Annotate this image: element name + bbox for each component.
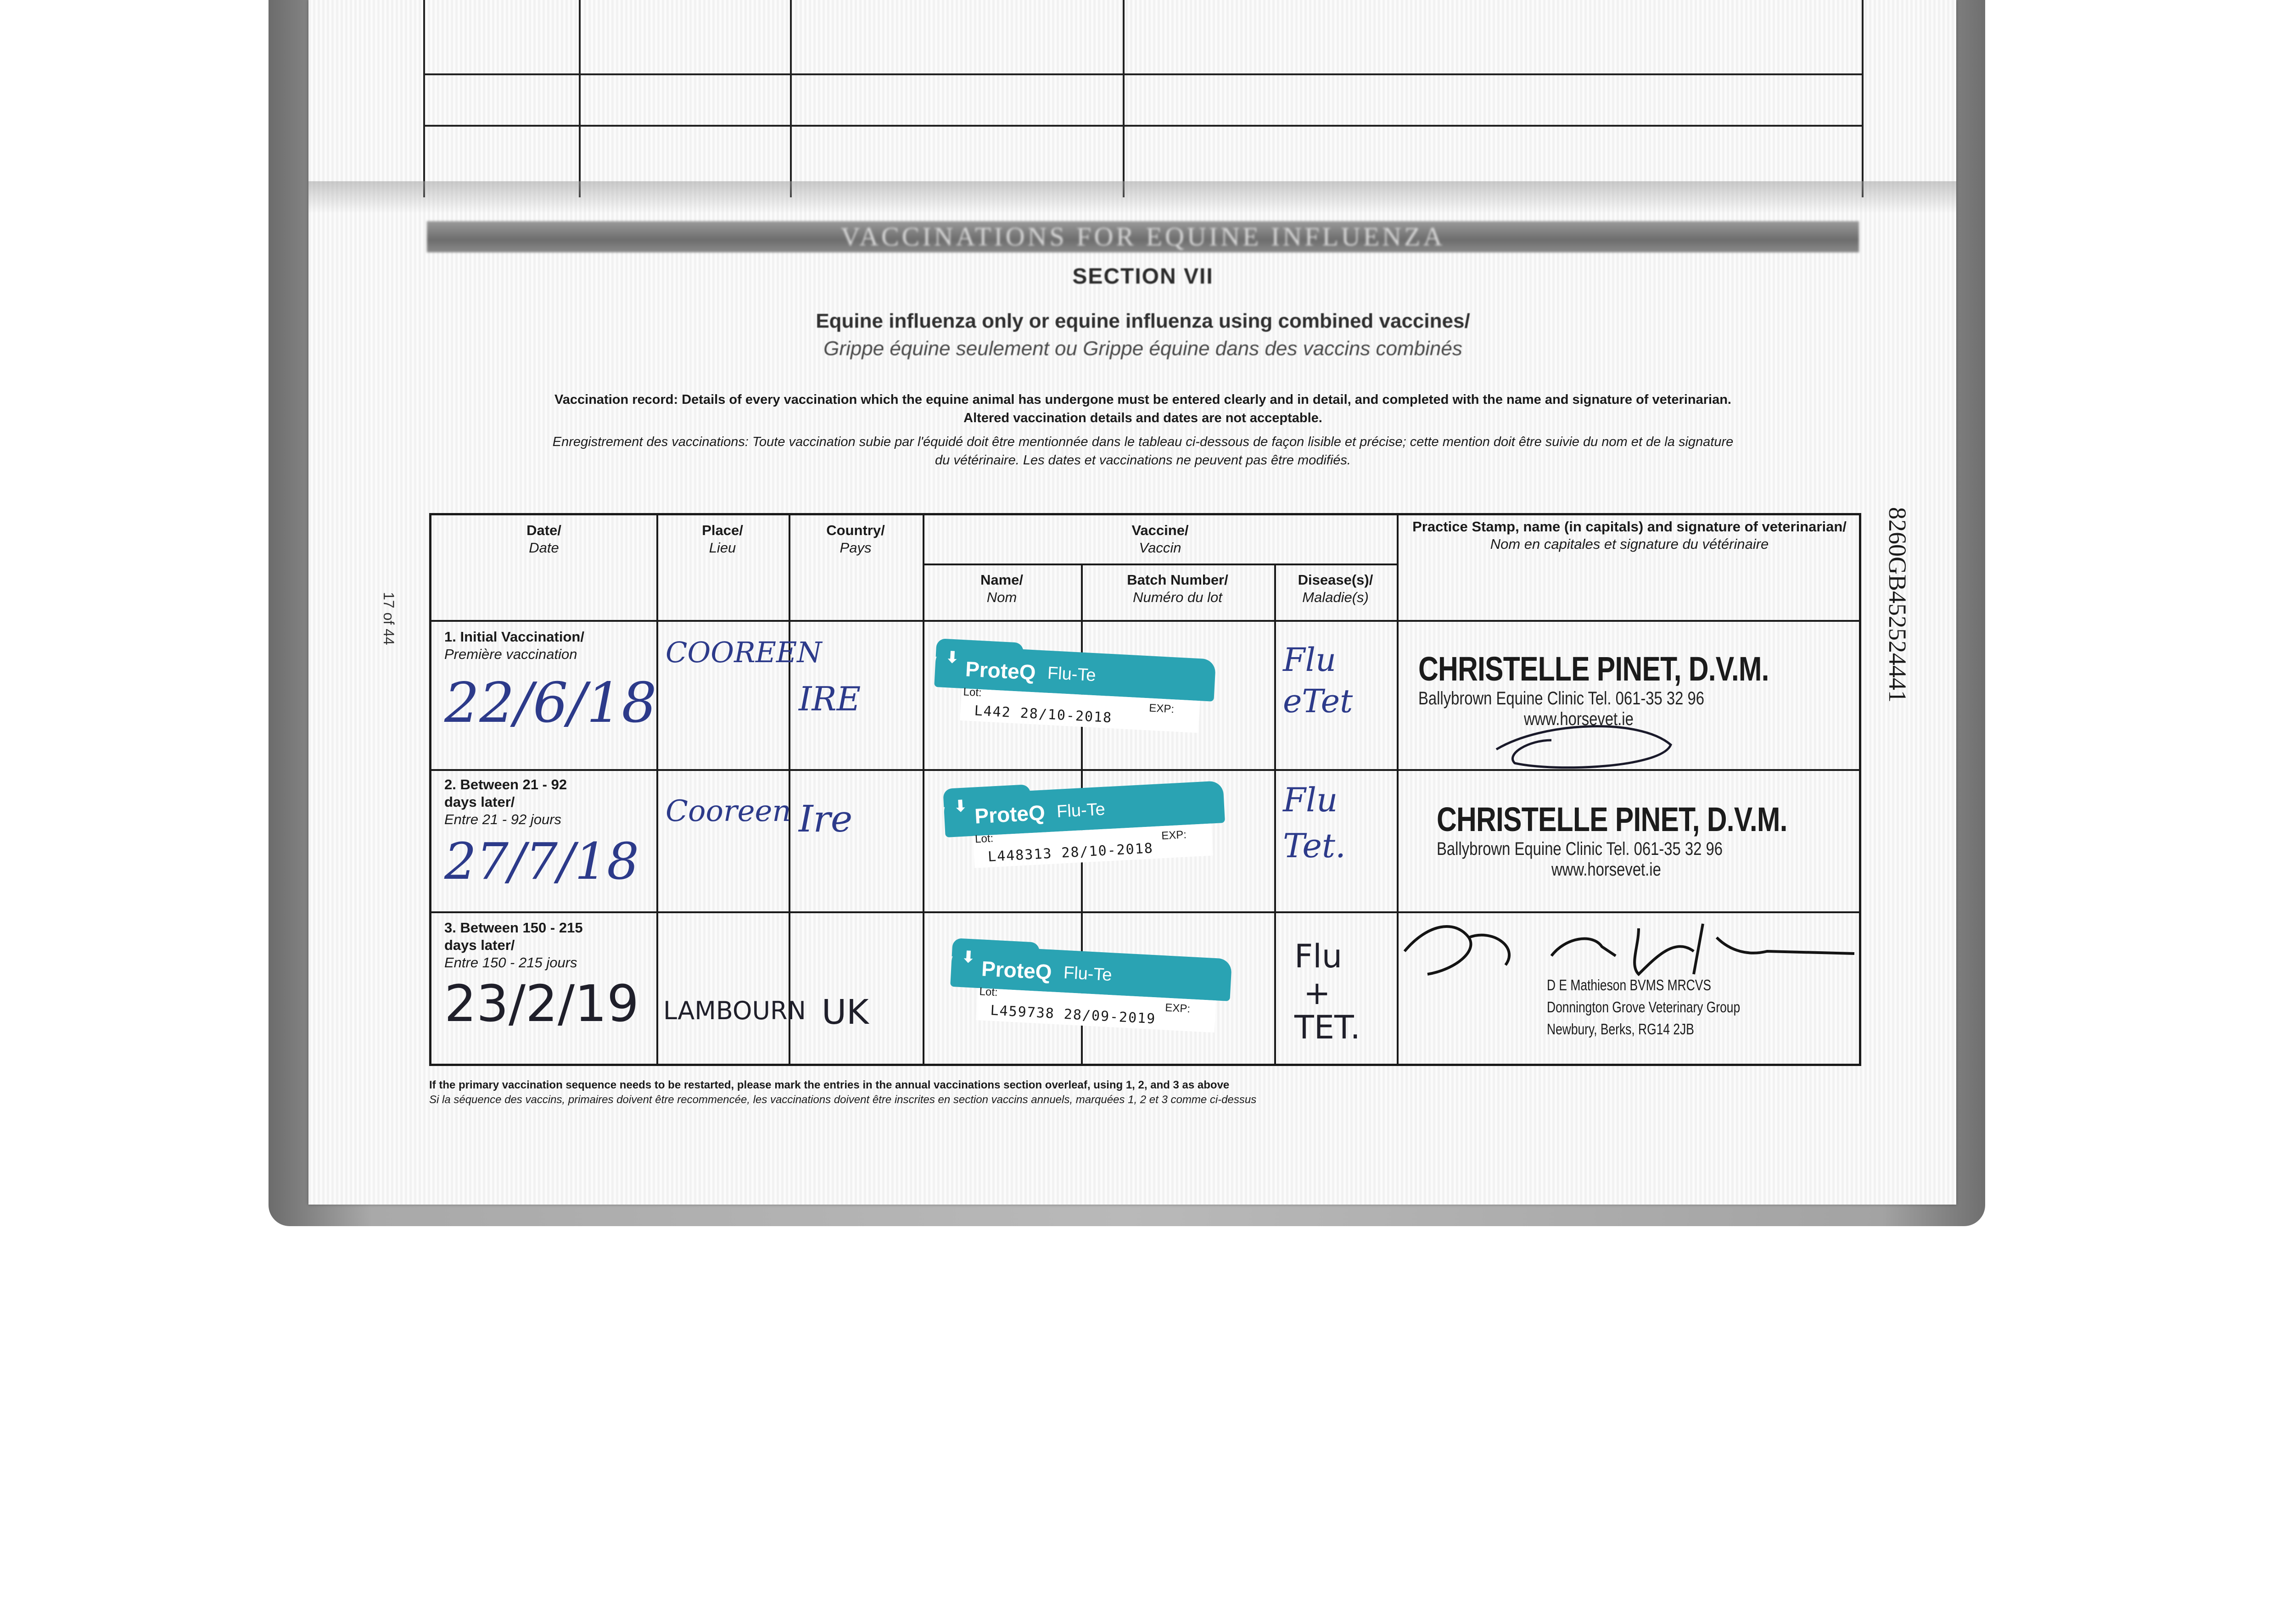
row1-vet-stamp: CHRISTELLE PINET, D.V.M. Ballybrown Equine Clinic Tel. 061-35 32 96 www.horsevet.ie xyxy=(1418,650,1769,729)
passport-number: 8260GB452524441 xyxy=(1884,507,1911,703)
header-batch: Batch Number/ Numéro du lot xyxy=(1127,572,1228,605)
note-fr-1: Enregistrement des vaccinations: Toute vaccination subie par l'équidé doit être mentionnée dans le tableau ci-dessous de façon lisible et précise; cette mention doit être suivie du nom et de la signature xyxy=(552,435,1734,449)
header-name: Name/ Nom xyxy=(980,572,1024,605)
note-fr-2: du vétérinaire. Les dates et vaccinations ne peuvent pas être modifiés. xyxy=(935,453,1351,468)
row3-disease-3: TET. xyxy=(1294,1009,1360,1046)
row3-country: UK xyxy=(822,993,869,1032)
row1-disease: Flu eTet xyxy=(1283,641,1353,720)
row3-date: 23/2/19 xyxy=(444,974,639,1033)
row2-vet-stamp: CHRISTELLE PINET, D.V.M. Ballybrown Equine Clinic Tel. 061-35 32 96 www.horsevet.ie xyxy=(1437,800,1787,880)
header-disease: Disease(s)/ Maladie(s) xyxy=(1298,572,1373,605)
header-stamp: Practice Stamp, name (in capitals) and signature of veterinarian/ Nom en capitales et signature du vétérinaire xyxy=(1412,519,1847,552)
vaccination-table xyxy=(429,513,1861,1066)
row2-place: Cooreen xyxy=(666,794,791,828)
row1-date: 22/6/18 xyxy=(444,671,657,735)
row3-disease-2: + xyxy=(1304,974,1331,1012)
footnote-en: If the primary vaccination sequence needs to be restarted, please mark the entries in the annual vaccinations section overleaf, using 1, 2, and 3 as above xyxy=(429,1079,1230,1091)
row3-label: 3. Between 150 - 215 days later/ Entre 150 - 215 jours xyxy=(444,920,583,971)
page-fold xyxy=(308,181,1956,213)
previous-table-lines xyxy=(423,0,1864,197)
header-place: Place/ Lieu xyxy=(702,522,743,556)
section-title: SECTION VII xyxy=(1072,264,1214,289)
note-en-1: Vaccination record: Details of every vaccination which the equine animal has undergone must be entered clearly and in detail, and completed with the name and signature of veterinarian. xyxy=(554,392,1731,407)
row2-label: 2. Between 21 - 92 days later/ Entre 21 - 92 jours xyxy=(444,776,567,827)
row3-disease-1: Flu xyxy=(1294,938,1343,975)
note-en-2: Altered vaccination details and dates are not acceptable. xyxy=(963,411,1322,425)
banner-title: VACCINATIONS FOR EQUINE INFLUENZA xyxy=(427,221,1859,252)
row3-place: LAMBOURN xyxy=(663,996,806,1025)
row1-place: COOREEN xyxy=(666,636,822,669)
row2-vaccine-label: ⬇ ProteQ Flu-Te Lot: EXP: L448313 28/10-2018 xyxy=(943,781,1227,871)
header-date: Date/ Date xyxy=(526,522,561,556)
row3-vaccine-label: ⬇ ProteQ Flu-Te Lot: EXP: L459738 28/09-2019 xyxy=(948,944,1232,1035)
header-vaccine: Vaccine/ Vaccin xyxy=(1131,522,1189,556)
subtitle-en: Equine influenza only or equine influenza using combined vaccines/ xyxy=(816,310,1470,332)
header-country: Country/ Pays xyxy=(826,522,885,556)
row1-vaccine-label: ⬇ ProteQ Flu-Te Lot: EXP: L442 28/10-2018 xyxy=(932,645,1216,735)
row2-date: 27/7/18 xyxy=(444,832,639,891)
row2-country: Ire xyxy=(799,798,853,840)
row2-disease: Flu Tet. xyxy=(1283,781,1346,865)
row1-signature xyxy=(1487,713,1680,777)
page-number: 17 of 44 xyxy=(381,592,397,645)
row3-vet-stamp: D E Mathieson BVMS MRCVS Donnington Grove Veterinary Group Newbury, Berks, RG14 2JB xyxy=(1547,977,1741,1038)
row1-label: 1. Initial Vaccination/ Première vaccination xyxy=(444,629,584,662)
footnote-fr: Si la séquence des vaccins, primaires doivent être recommencée, les vaccinations doivent être inscrites en section vaccins annuels, marquées 1, 2 et 3 comme ci-dessus xyxy=(429,1094,1257,1106)
row1-country: IRE xyxy=(799,680,861,718)
subtitle-fr: Grippe équine seulement ou Grippe équine dans des vaccins combinés xyxy=(823,337,1462,360)
